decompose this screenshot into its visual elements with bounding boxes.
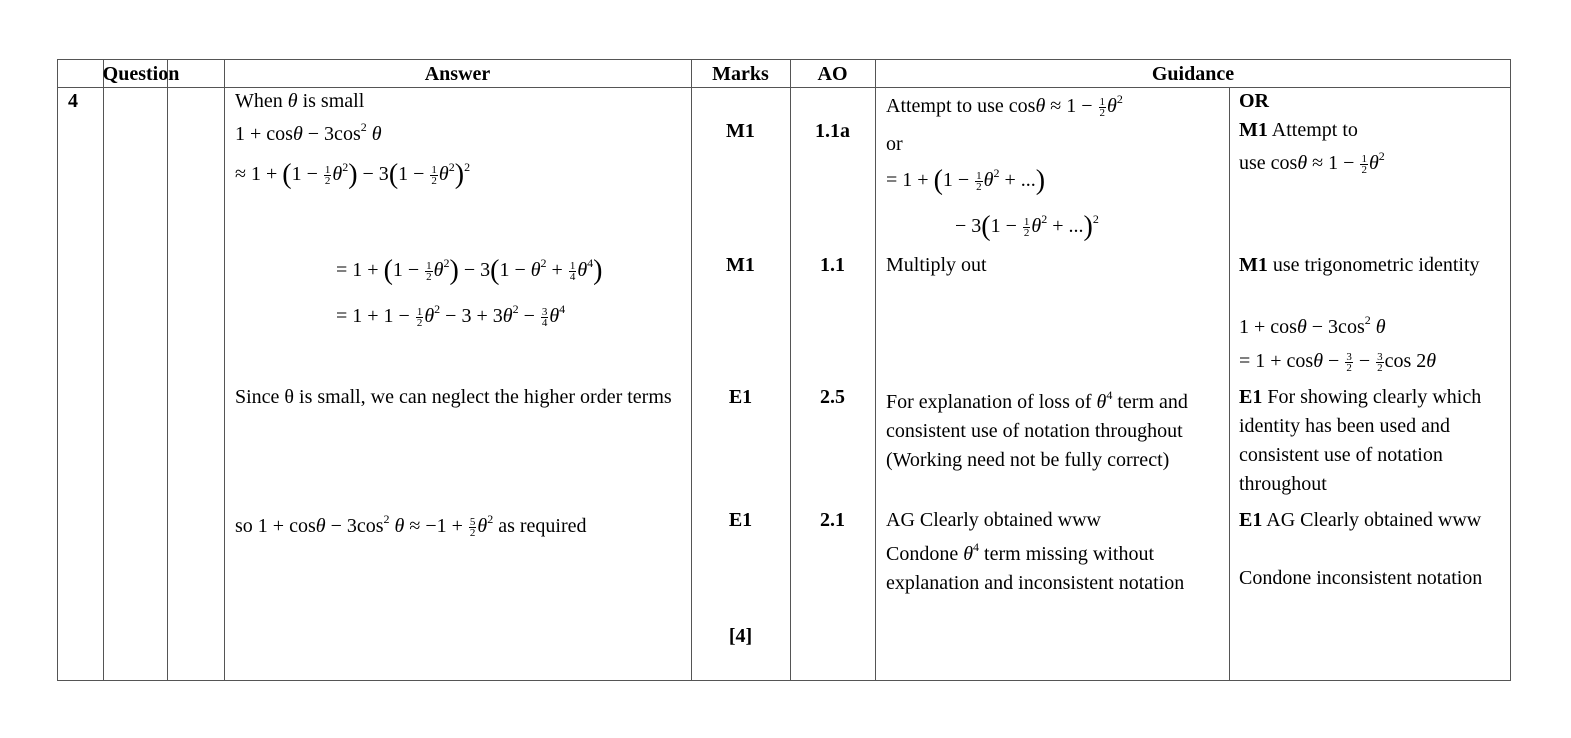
mark-2: M1 xyxy=(726,254,755,276)
mark-scheme-table xyxy=(57,59,1511,681)
math-theta-4: θ xyxy=(1096,391,1107,413)
ao-4: 2.1 xyxy=(820,509,845,531)
alternative-e1b-label: E1 xyxy=(1239,509,1263,531)
guidance-4-prefix: Condone xyxy=(886,543,959,565)
mark-1: M1 xyxy=(726,120,755,142)
alternative-m1b-text: use trigonometric identity xyxy=(1272,254,1480,276)
alternative-m1b-label: M1 xyxy=(1239,254,1268,276)
alternative-e1a xyxy=(1239,383,1505,499)
guidance-4-line-1: AG Clearly obtained www xyxy=(886,509,1101,531)
guidance-4-condone: Condone $\theta^4$ term missing without explanation and inconsistent notation xyxy=(886,540,1185,594)
question-number: 4 xyxy=(68,90,78,112)
answer-conclusion-prefix: so xyxy=(235,515,253,537)
mark-total: [4] xyxy=(728,625,753,647)
answer-expression-1: $1 + \cos\theta - 3\cos^2$ θ xyxy=(235,120,382,145)
guidance-2: Multiply out xyxy=(886,254,987,276)
header-ao: AO xyxy=(817,63,848,85)
header-guidance: Guidance xyxy=(1151,63,1235,85)
answer-conclusion-suffix: as required xyxy=(498,515,587,537)
guidance-4-suffix: term missing without explanation and inconsistent notation xyxy=(886,543,1185,594)
alternative-m1a-use: use xyxy=(1239,152,1266,174)
ao-3: 2.5 xyxy=(820,386,845,408)
answer-conclusion: so $1 + \cos\theta - 3\cos^2$ θ ≈ −1 + $\frac{5}{2}$ $\theta^2$ as required xyxy=(235,512,587,539)
column-divider xyxy=(103,60,104,680)
guidance-1-prefix: Attempt to use xyxy=(886,95,1004,117)
alternative-e1b-text: AG Clearly obtained www xyxy=(1266,509,1482,531)
alternative-m1a xyxy=(1239,116,1358,145)
mark-3: E1 xyxy=(728,386,753,408)
guidance-3: For explanation of loss of $\theta^4$ term and consistent use of notation throughout (Working need not be fully correct) xyxy=(886,388,1188,471)
alternative-identity-2: = 1 + cosθ − $\frac{3}{2}$ − $\frac{3}{2}$ cos 2θ xyxy=(1239,350,1437,374)
math-theta-4: θ xyxy=(963,543,974,565)
alternative-e1a-label: E1 xyxy=(1239,386,1263,408)
alternative-e1a-text: For showing clearly which identity has been used and consistent use of notation throughout xyxy=(1239,386,1482,495)
alternative-e1b xyxy=(1239,506,1501,535)
column-divider xyxy=(691,60,692,680)
guidance-3-prefix: For explanation of loss of xyxy=(886,391,1092,413)
alternative-or-label: OR xyxy=(1239,90,1269,112)
guidance-1-expansion-a: = 1 + (1 − $\frac{1}{2}$ $\theta^2$ + ...) xyxy=(886,165,1046,196)
alternative-m1b xyxy=(1239,251,1501,280)
alternative-e1b-condone: Condone inconsistent notation xyxy=(1239,567,1483,589)
header-marks: Marks xyxy=(712,63,769,85)
math-theta: θ xyxy=(287,90,298,112)
alternative-m1a-label: M1 xyxy=(1239,119,1268,141)
ao-2: 1.1 xyxy=(820,254,845,276)
mark-4: E1 xyxy=(728,509,753,531)
guidance-1: Attempt to use cosθ ≈ 1 − $\frac{1}{2}$ $\theta^2$ xyxy=(886,92,1123,119)
alternative-m1a-text: Attempt to xyxy=(1271,119,1358,141)
alternative-identity-1: $1 + \cos\theta - 3\cos^2$ θ xyxy=(1239,313,1386,338)
alternative-m1a-formula: use cosθ ≈ 1 − $\frac{1}{2}$ $\theta^2$ xyxy=(1239,149,1385,176)
column-divider xyxy=(875,60,876,680)
guidance-1-or: or xyxy=(886,133,903,155)
column-divider xyxy=(224,60,225,680)
guidance-3-suffix: term and consistent use of notation throughout (Working need not be fully correct) xyxy=(886,391,1188,471)
answer-neglect-text: Since θ is small, we can neglect the higher order terms xyxy=(235,386,672,408)
header-answer: Answer xyxy=(424,63,491,85)
column-divider xyxy=(1229,87,1230,680)
column-divider xyxy=(167,60,168,680)
ao-1: 1.1a xyxy=(815,120,850,142)
column-divider xyxy=(790,60,791,680)
answer-line-1 xyxy=(235,87,364,116)
answer-expression-4: = 1 + 1 − $\frac{1}{2}$ $\theta^2 - 3 + 3\theta^2$ − $\frac{3}{4}$ $\theta^4$ xyxy=(336,302,566,329)
answer-line-1-suffix: is small xyxy=(302,90,365,112)
guidance-1-expansion-b: − 3(1 − $\frac{1}{2}$ $\theta^2 + ...)^2$ xyxy=(955,211,1099,242)
header-question: Question xyxy=(102,63,180,85)
answer-expression-2: ≈ 1 + (1 − $\frac{1}{2}$ $\theta^2) - 3(1$ − $\frac{1}{2}$ $\theta^2)^2$ xyxy=(235,159,471,190)
answer-expression-3: = 1 + (1 − $\frac{1}{2}$ $\theta^2) - 3(1 - \theta^2$ + $\frac{1}{4}$ $\theta^4$) xyxy=(336,255,603,286)
answer-line-1-prefix: When xyxy=(235,90,283,112)
